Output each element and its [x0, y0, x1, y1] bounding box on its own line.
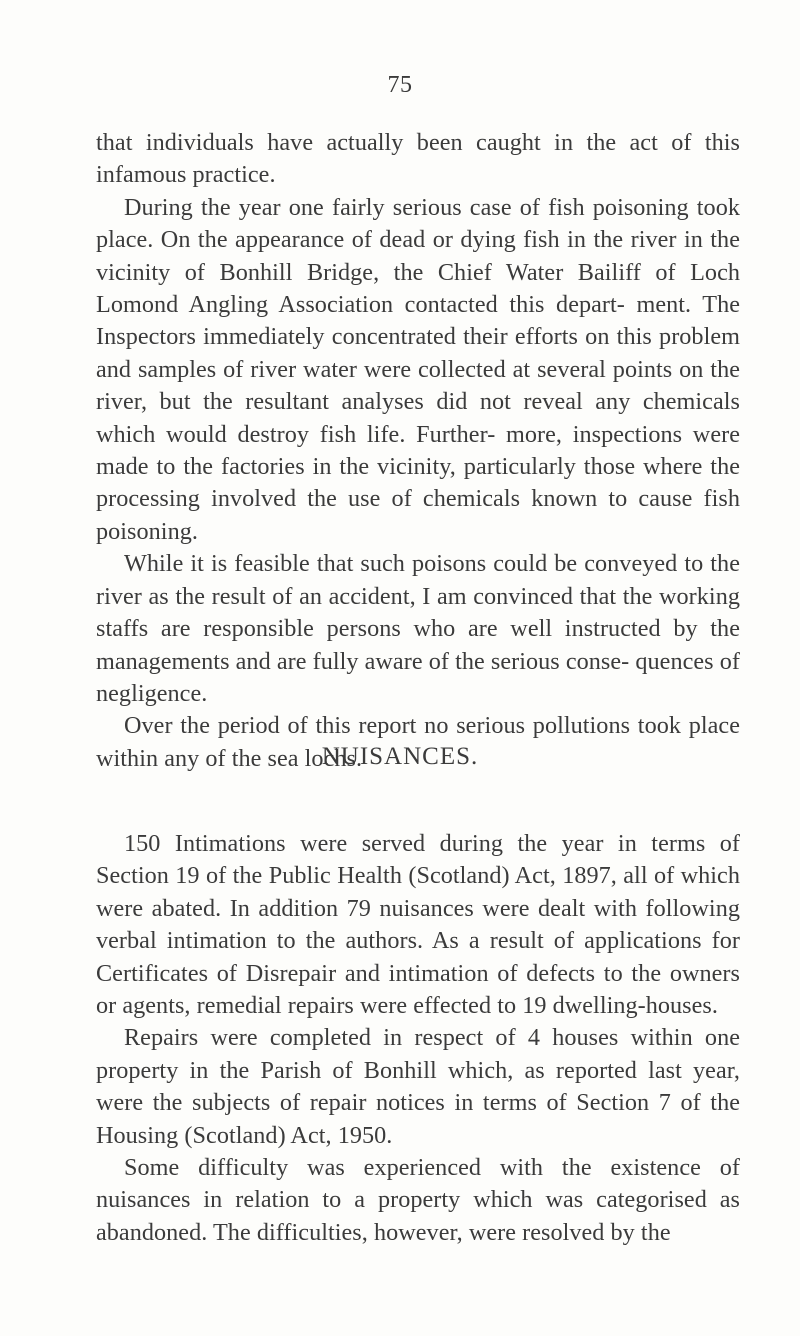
paragraph-abandoned-property: Some difficulty was experienced with the existence of nuisances in relation to a property which was categorised as abandoned. The difficulties, however, were resolved by the: [96, 1154, 740, 1246]
paragraph-repairs-bonhill: Repairs were completed in respect of 4 houses within one property in the Parish of Bonhill which, as reported last year, were the subjects of repair notices in terms of Section 7 of the Housing (Scotland) Act, 1950.: [96, 1024, 740, 1149]
page-number: 75: [387, 72, 413, 98]
paragraph-accident-possibility: While it is feasible that such poisons could be conveyed to the river as the result of an accident, I am convinced that the working staffs are responsible persons who are well instructed by the managements and are fully aware of the serious conse- quences of negligence.: [96, 550, 740, 707]
body-section-pollution: [96, 127, 740, 775]
body-section-nuisances: [96, 828, 740, 1249]
paragraph-intimations: 150 Intimations were served during the year in terms of Section 19 of the Public Health (Scotland) Act, 1897, all of which were abated. In addition 79 nuisances were dealt with following verbal intimation to the authors. As a result of applications for Certificates of Disrepair and intimation of defects to the owners or agents, remedial repairs were effected to 19 dwelling-houses.: [96, 830, 740, 1020]
section-heading-nuisances: NUISANCES.: [321, 743, 479, 770]
paragraph-continuation: that individuals have actually been caught in the act of this infamous practice.: [96, 129, 740, 189]
paragraph-fish-poisoning: During the year one fairly serious case of fish poisoning took place. On the appearance of dead or dying fish in the river in the vicinity of Bonhill Bridge, the Chief Water Bailiff of Loch Lomond Angling Association contacted this depart- ment. The Inspectors immediately concentrated their efforts on this problem and samples of river water were collected at several points on the river, but the resultant analyses did not reveal any chemicals which would destroy fish life. Further- more, inspections were made to the factories in the vicinity, particularly those where the processing involved the use of chemicals known to cause fish poisoning.: [96, 193, 740, 545]
paragraph-sea-lochs: Over the period of this report no serious pollutions took place within any of the sea lochs.: [96, 712, 740, 772]
